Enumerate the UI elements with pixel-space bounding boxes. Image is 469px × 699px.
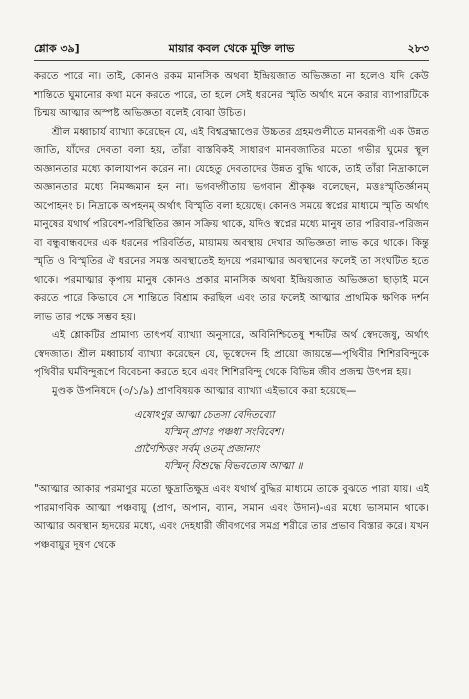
paragraph: এই শ্লোকটির প্রামাণ্য তাৎপর্য ব্যাখ্যা অনুসারে, অবিনিশ্চিতেষু শব্দটির অর্থ স্বেদজেষু, অর্থাৎ স্বেদজাত। শ্রীল মধ্বাচার্য ব্যাখ্যা করেছেন যে, ভূস্বেদেন হি প্রায়ো জায়ন্তে—পৃথিবীর শিশিরবিন্দুকে পৃথিবীর ঘর্মবিন্দুরূপে বিবেচনা করতে হবে এবং শিশিরবিন্দু থেকে বিভিন্ন জীব প্রজন্ম উৎপন্ন হয়। — [34, 330, 429, 378]
verse-reference: শ্লোক ৩৯] — [34, 42, 80, 55]
sanskrit-verse — [34, 407, 429, 475]
verse-line: যস্মিন্ প্রাণঃ পঞ্চধা সংবিবেশ। — [164, 427, 284, 438]
verse-line: প্রাণৈশ্চিত্তং সর্বম্ ওতম্ প্রজানাং — [134, 444, 260, 455]
page-number: ২৮৩ — [407, 42, 429, 55]
verse-line: যস্মিন্ বিশুদ্ধে বিভবত্যেষ আত্মা ॥ — [164, 461, 303, 472]
verse-line: এষোঽণুর আত্মা চেতসা বেদিতব্যো — [134, 410, 275, 421]
paragraph: করতে পারে না। তাই, কোনও রকম মানসিক অথবা ইন্দ্রিয়জাত অভিজ্ঞতা না হলেও যদি কেউ শান্তিতে ঘুমানোর কথা মনে করতে পারে, তা হলে সেই ধরনের স্মৃতি অর্থাৎ মনে করার ব্যাপারটিকে চিন্ময় আত্মার অস্পষ্ট অভিজ্ঞতা বলেই বোঝা উচিত। — [34, 71, 429, 119]
paragraph: মুণ্ডক উপনিষদে (৩/১/৯) প্রাণবিষয়ক আত্মার ব্যাখ্যা এইভাবে করা হয়েছে— — [52, 385, 357, 397]
header-divider — [34, 60, 429, 61]
page-body — [34, 68, 429, 555]
paragraph: শ্রীল মধ্বাচার্য ব্যাখ্যা করেছেন যে, এই বিশ্বব্রহ্মাণ্ডের উচ্চতর গ্রহমণ্ডলীতে মানবরূপী এক উন্নত জাতি, যাঁদের দেবতা বলা হয়, তাঁরা বাস্তবিকই সাধারণ মানবজাতির মতো গভীর ঘুমের স্থূল অজ্ঞানতার মধ্যে কালাযাপন করেন না। যেহেতু দেবতাদের উন্নত বুদ্ধি থাকে, তাই তাঁরা নিদ্রাকালে অজ্ঞানতার মধ্যে নিমজ্জমান হন না। ভগবদ্গীতায় ভগবান শ্রীকৃষ্ণ বলেছেন, মত্তঃস্মৃতির্জ্ঞানম্ অপোহনং চ। নিদ্রাকে অপহনম্ অর্থাৎ বিস্মৃতি বলা হয়েছে। কোনও সময়ে স্বপ্নের মাধ্যমে স্মৃতি অর্থাৎ মানুষের যথার্থ পরিবেশ-পরিস্থিতির জ্ঞান সক্রিয় থাকে, যদিও স্বপ্নের মধ্যে মানুষ তার পরিবার-পরিজন বা বন্ধুবান্ধবদের এক ধরনের পরিবর্তিত, মায়াময় অবস্থায় দেখার অভিজ্ঞতা লাভ করে থাকে। কিন্তু স্মৃতি ও বিস্মৃতির ঐ ধরনের সমস্ত অবস্থাতেই হৃদয়ে পরমাত্মার অবস্থানের ফলেই তা সংঘটিত হতে থাকে। পরমাত্মার কৃপায় মানুষ কোনও প্রকার মানসিক অথবা ইন্দ্রিয়জাত অভিজ্ঞতা ছাড়াই মনে করতে পারে কিভাবে সে শান্তিতে বিশ্রাম করছিল এবং তার ফলেই আত্মার প্রাথমিক ক্ষণিক দর্শন লাভ তার পক্ষে সম্ভব হয়। — [34, 126, 429, 323]
translation-paragraph: "আত্মার আকার পরমাণুর মতো ক্ষুদ্রাতিক্ষুদ্র এবং যথার্থ বুদ্ধির মাধ্যমে তাকে বুঝতে পারা যায়। এই পারমাণবিক আত্মা পঞ্চবায়ু (প্রাণ, অপান, ব্যান, সমান এবং উদান)-এর মধ্যে ভাসমান থাকে। আত্মার অবস্থান হৃদয়ের মধ্যে, এবং দেহধারী জীবগণের সমগ্র শরীরে তার প্রভাব বিস্তার করে। যখন পঞ্চবায়ুর দূষণ থেকে — [34, 484, 429, 551]
page-header — [34, 40, 429, 56]
chapter-title: মায়ার কবল থেকে মুক্তি লাভ — [168, 42, 295, 55]
